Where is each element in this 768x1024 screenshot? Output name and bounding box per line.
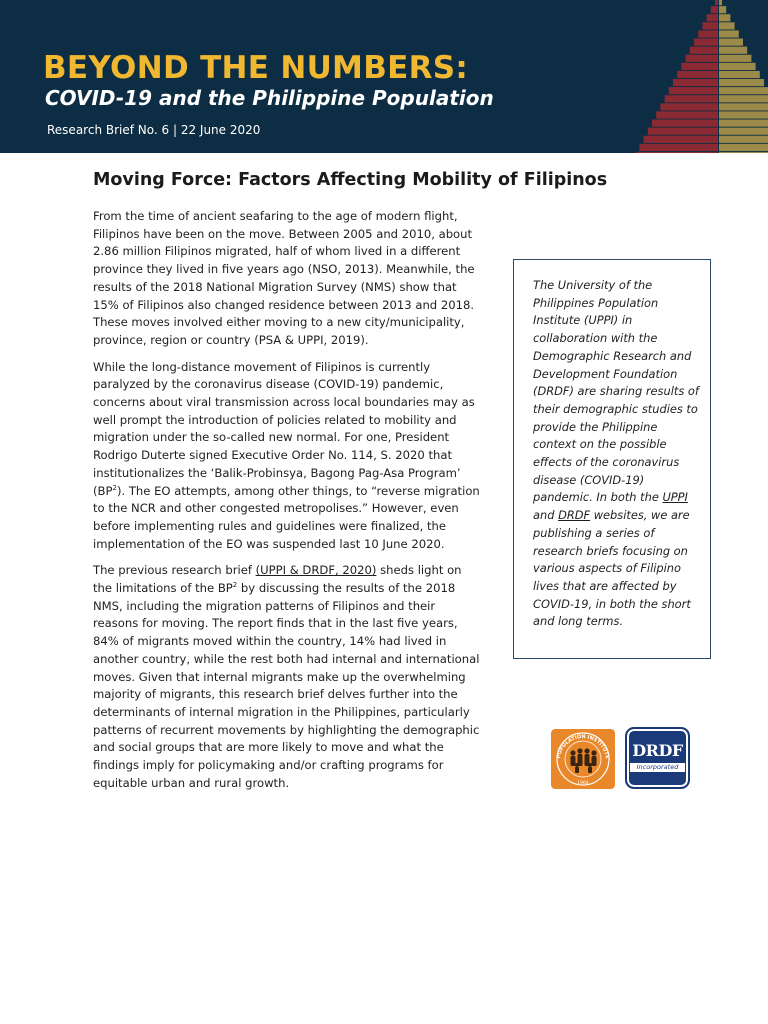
series-title: BEYOND THE NUMBERS: xyxy=(43,50,469,86)
article-body xyxy=(93,208,484,802)
pyramid-bar-left xyxy=(677,71,718,78)
pyramid-bar-right xyxy=(719,55,751,62)
about-series-text xyxy=(533,277,703,631)
pyramid-bar-left xyxy=(690,47,718,54)
pyramid-bar-right xyxy=(719,63,756,70)
pyramid-bar-left xyxy=(656,111,718,118)
pyramid-bar-right xyxy=(719,144,768,151)
header-banner xyxy=(0,0,768,153)
uppi-seal-year: 1964 xyxy=(577,781,589,786)
pyramid-bar-right xyxy=(719,87,768,94)
pyramid-bar-left xyxy=(686,55,718,62)
pyramid-bar-left xyxy=(652,120,718,127)
pyramid-bar-left xyxy=(639,144,718,151)
pyramid-bar-right xyxy=(719,128,768,135)
pyramid-bar-right xyxy=(719,30,739,37)
drdf-logo-text: DRDF xyxy=(632,741,683,760)
superscript: 2 xyxy=(232,581,238,590)
pyramid-bar-right xyxy=(719,95,768,102)
pyramid-bar-left xyxy=(698,30,718,37)
pyramid-bar-left xyxy=(673,79,718,86)
pyramid-bar-right xyxy=(719,14,730,21)
brief-number-date: Research Brief No. 6 | 22 June 2020 xyxy=(47,123,261,137)
pyramid-bar-right xyxy=(719,71,760,78)
uppi-logo xyxy=(551,729,615,789)
pyramid-bar-left xyxy=(702,22,718,29)
pyramid-bar-right xyxy=(719,0,722,5)
pyramid-bar-left xyxy=(669,87,718,94)
pyramid-bar-right xyxy=(719,79,764,86)
pyramid-bar-right xyxy=(719,6,726,13)
pyramid-bar-left xyxy=(681,63,718,70)
pyramid-bar-right xyxy=(719,47,747,54)
pyramid-bar-left xyxy=(644,136,718,143)
uppi-seal-text: POPULATION INSTITUTE xyxy=(556,733,610,760)
series-subtitle: COVID-19 and the Philippine Population xyxy=(45,86,494,110)
about-text-a: The University of the Philippines Population Institute (UPPI) in collaboration with the Demographic Research and Development Foundation (DRDF) are sharing results of their demographic studies to provide the Philippine context on the possible effects of the coronavirus disease (COVID-19) pandemic. In both the xyxy=(533,278,699,505)
drdf-logo-subtext: Incorporated xyxy=(630,763,685,772)
paragraph-2 xyxy=(93,359,484,554)
uppi-seal-icon xyxy=(551,729,615,789)
pyramid-bar-left xyxy=(707,14,718,21)
pyramid-bar-right xyxy=(719,22,735,29)
pyramid-bar-right xyxy=(719,120,768,127)
about-text-b: and xyxy=(533,508,559,523)
paragraph-2-text: While the long-distance movement of Filipinos is currently paralyzed by the coronavirus disease (COVID-19) pandemic, concerns about viral transmission across local boundaries may as well prompt the introduction of policies related to mobility and migration under the so-called new normal. For one, President Rodrigo Duterte signed Executive Order No. 114, S. 2020 that institutionalizes the ‘Balik-Probinsya, Bagong Pag-Asa Program’ (BP xyxy=(93,359,475,498)
about-series-box xyxy=(513,259,711,659)
paragraph-1: From the time of ancient seafaring to the age of modern flight, Filipinos have been on the move. Between 2005 and 2010, about 2.86 million Filipinos migrated, half of whom lived in a different province they lived in five years ago (NSO, 2013). Meanwhile, the results of the 2018 National Migration Survey (NMS) show that 15% of Filipinos also changed residence between 2013 and 2018. These moves involved either moving to a new city/municipality, province, region or country (PSA & UPPI, 2019). xyxy=(93,209,475,347)
uppi-link[interactable]: UPPI xyxy=(662,490,688,505)
superscript: 2 xyxy=(112,483,117,492)
pyramid-bar-left xyxy=(648,128,718,135)
previous-brief-link[interactable]: (UPPI & DRDF, 2020) xyxy=(255,563,377,578)
pyramid-bar-right xyxy=(719,103,768,110)
paragraph-3-text: The previous research brief xyxy=(93,563,256,578)
pyramid-bar-left xyxy=(665,95,718,102)
pyramid-bar-right xyxy=(719,136,768,143)
pyramid-bar-left xyxy=(711,6,718,13)
pyramid-bar-left xyxy=(636,152,718,153)
pyramid-bar-left xyxy=(694,39,718,46)
paragraph-2-text-cont: ). The EO attempts, among other things, to “reverse migration to the NCR and other congested metropolises.” However, even before implementing rules and guidelines were finalized, the implementation of the EO was suspended last 10 June 2020. xyxy=(93,483,480,551)
pyramid-bar-right xyxy=(719,152,768,153)
pyramid-bar-right xyxy=(719,111,768,118)
paragraph-3-text-cont: sheds light on the limitations of the BP xyxy=(93,563,462,596)
drdf-link[interactable]: DRDF xyxy=(558,508,591,523)
pyramid-bar-left xyxy=(715,0,718,5)
pyramid-bar-right xyxy=(719,39,743,46)
paragraph-3-text-end: by discussing the results of the 2018 NMS, including the migration patterns of Filipinos and their reasons for moving. The report finds that in the last five years, 84% of migrants moved within the country, 14% had lived in another country, while the rest both had internal and international moves. Given that internal migrants make up the overwhelming majority of migrants, this research brief delves further into the determinants of internal migration in the Philippines, particularly patterns of recurrent movements by highlighting the demographic and social groups that are more likely to move and what the findings imply for policymaking and/or crafting programs for equitable urban and rural growth. xyxy=(93,581,480,790)
pyramid-bar-left xyxy=(660,103,718,110)
about-text-c: websites, we are publishing a series of research briefs focusing on various aspects of Filipino lives that are affected by COVID-19, in both the short and long terms. xyxy=(533,508,691,629)
drdf-logo xyxy=(625,727,690,789)
article-title: Moving Force: Factors Affecting Mobility of Filipinos xyxy=(93,170,608,190)
paragraph-3 xyxy=(93,562,484,792)
